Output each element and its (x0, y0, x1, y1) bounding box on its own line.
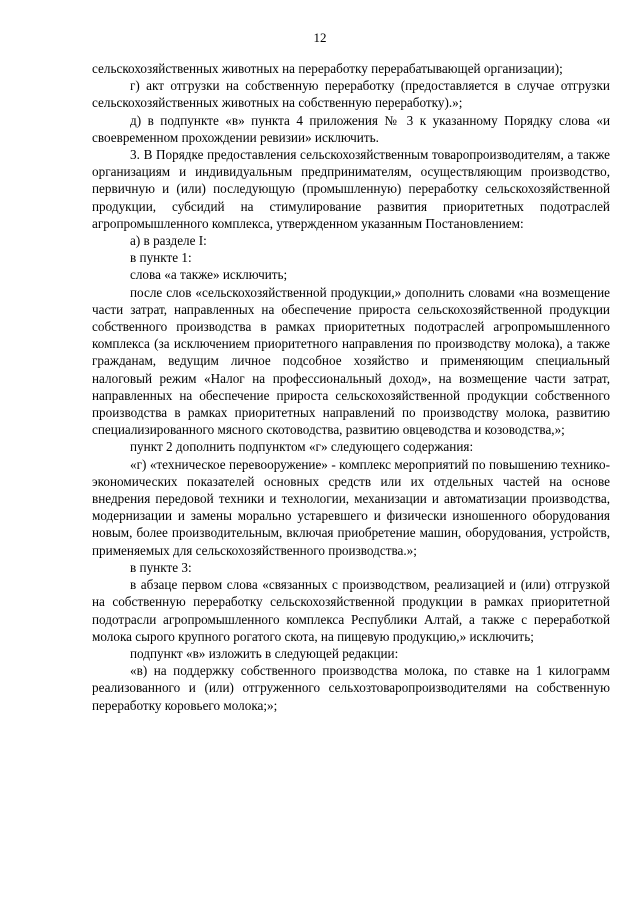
paragraph-continuation: сельскохозяйственных животных на переработку перерабатывающей организации); (92, 61, 563, 76)
paragraph-words-exclude: слова «а также» исключить; (130, 267, 288, 283)
paragraph-item-a: а) в разделе I: (130, 233, 207, 249)
paragraph-milk-support: «в) на поддержку собственного производства молока, по ставке на 1 килограмм реализованного и (или) отгруженного сельхозтоваропроизводителями на собственную переработку коровьего молока;»; (92, 663, 610, 713)
page-number: 12 (313, 30, 327, 45)
paragraph-item-g-act: г) акт отгрузки на собственную переработку (предоставляется в случае отгрузки сельскохозяйственных животных на собственную переработку).»; (92, 78, 610, 111)
document-body (92, 60, 610, 714)
paragraph-first-indent: в абзаце первом слова «связанных с производством, реализацией и (или) отгрузкой на собственную переработку сельскохозяйственной продукции в рамках приоритетной подотрасли агропромышленного комплекса Республики Алтай, а также с переработкой молока сырого крупного рогатого скота, на пищевую продукцию,» исключить; (92, 577, 610, 644)
paragraph-tech-rearmament: «г) «техническое перевооружение» - комплекс мероприятий по повышению технико-экономических показателей основных средств или их отдельных частей на основе внедрения передовой техники и технологии, механизации и автоматизации производства, модернизации и замены морально устаревшего и физически изношенного оборудования новым, более производительным, включая приобретение машин, оборудования, устройств, применяемых для сельскохозяйственного производства.»; (92, 456, 610, 558)
paragraph-subpoint-v: подпункт «в» изложить в следующей редакции: (130, 645, 399, 661)
paragraph-point-3: в пункте 3: (130, 559, 192, 575)
paragraph-item-d: д) в подпункте «в» пункта 4 приложения № 3 к указанному Порядку слова «и своевременном прохождении ревизии» исключить. (92, 112, 610, 145)
paragraph-after-words: после слов «сельскохозяйственной продукции,» дополнить словами «на возмещение части затрат, направленных на обеспечение прироста сельскохозяйственной продукции собственного производства в рамках приоритетных подотраслей агропромышленного комплекса (за исключением приоритетного направления по производству молока), а также гражданам, ведущим личное подсобное хозяйство и применяющим специальный налоговый режим «Налог на профессиональный доход», на возмещение части затрат, направленных на обеспечение прироста сельскохозяйственной продукции собственного производства в рамках приоритетных направлений по производству молока, развитию специализированного мясного скотоводства, развитию овцеводства и козоводства,»; (92, 284, 610, 438)
paragraph-point-2: пункт 2 дополнить подпунктом «г» следующего содержания: (130, 439, 474, 455)
paragraph-point-1: в пункте 1: (130, 250, 192, 266)
paragraph-section-3: 3. В Порядке предоставления сельскохозяйственным товаропроизводителям, а также организациям и индивидуальным предпринимателям, осуществляющим производство, первичную и (или) последующую (промышленную) переработку сельскохозяйственной продукции, субсидий на стимулирование развития приоритетных подотраслей агропромышленного комплекса, утвержденном указанным Постановлением: (92, 147, 610, 231)
